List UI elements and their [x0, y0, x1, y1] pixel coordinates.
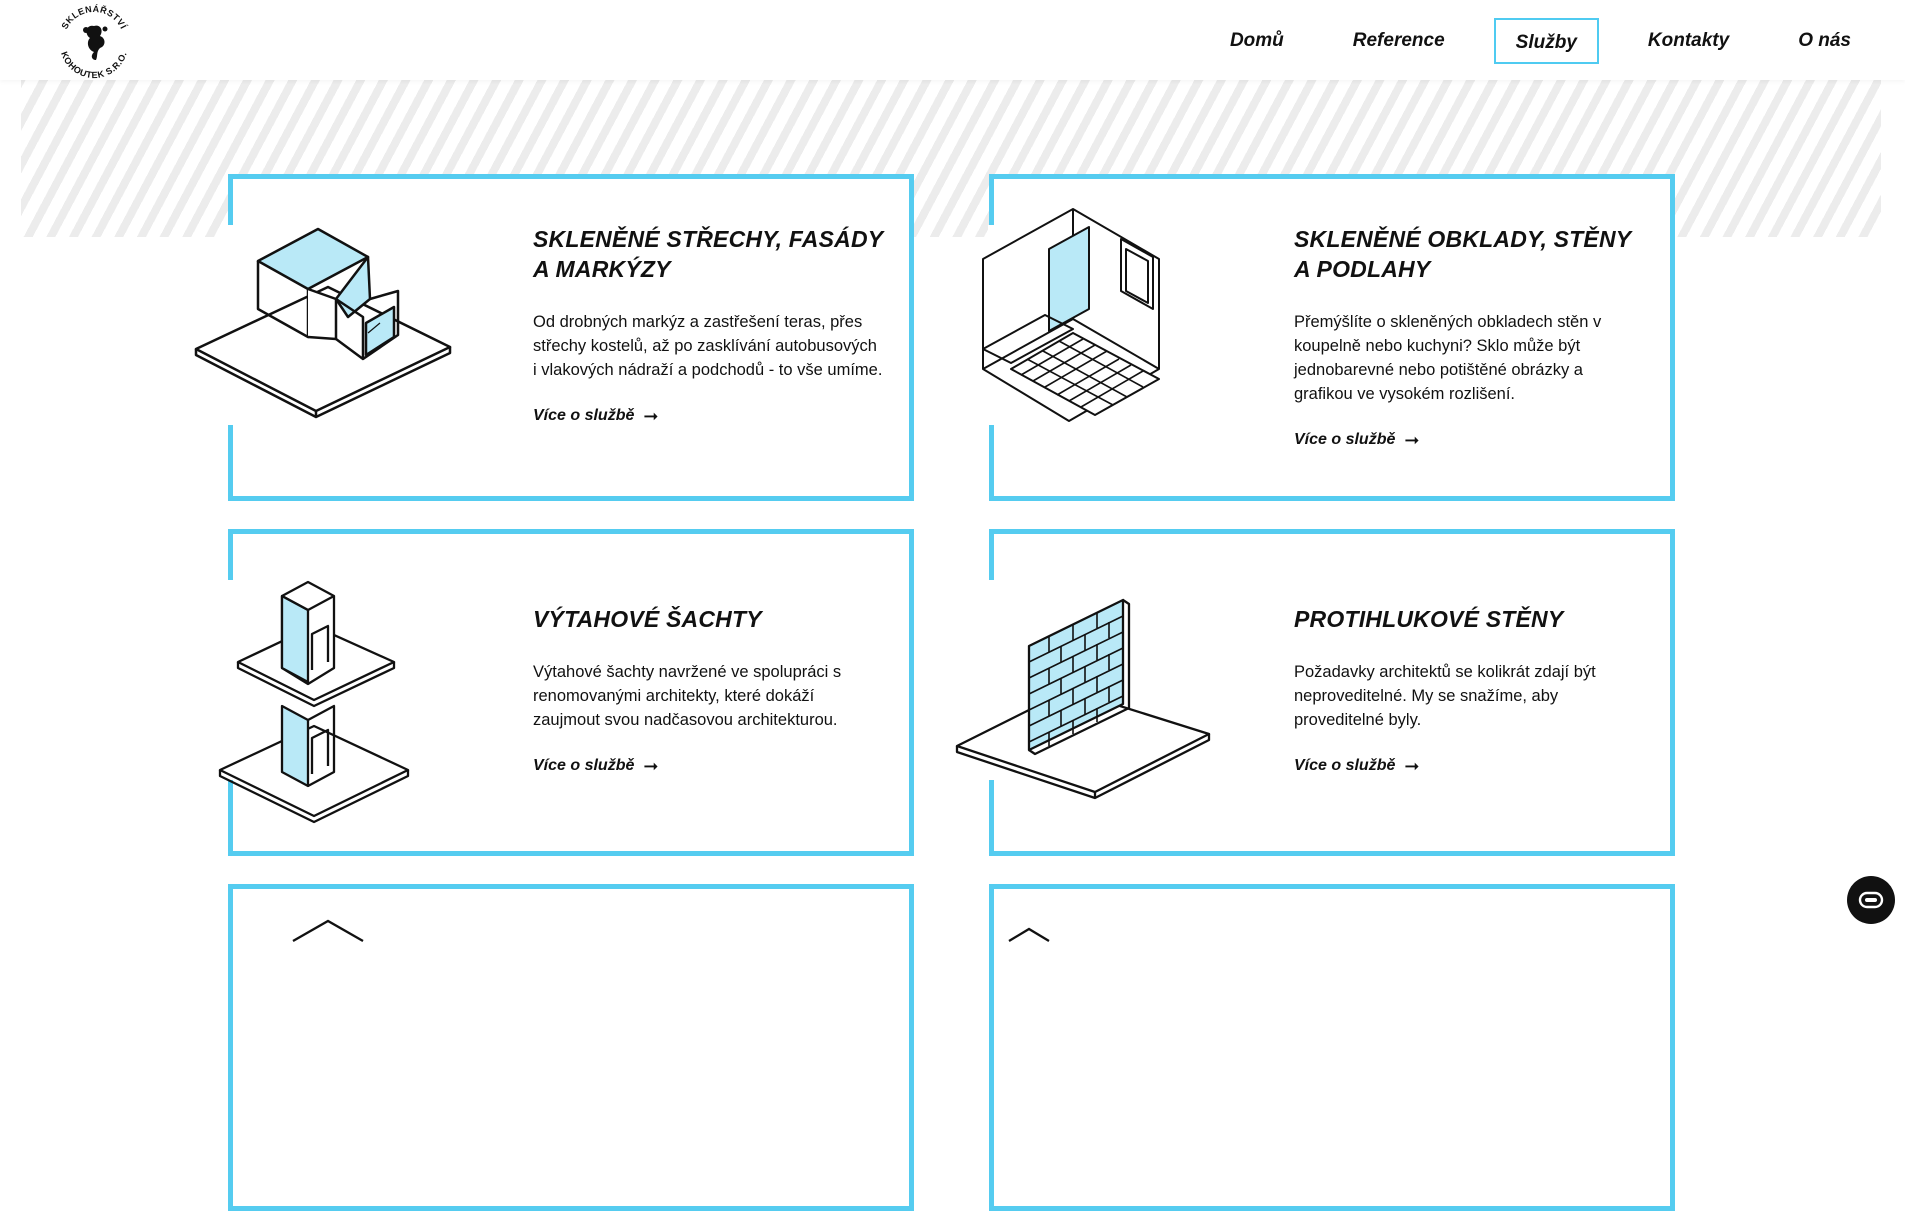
service-card-partial — [989, 884, 1675, 1211]
company-logo[interactable] — [50, 0, 138, 86]
site-header — [0, 0, 1905, 80]
elevator-shaft-icon — [188, 554, 458, 834]
chat-widget-button[interactable] — [1847, 876, 1895, 924]
service-card-wall-cladding — [989, 174, 1675, 501]
more-about-service-link[interactable]: Více o službě ➞ — [1294, 430, 1420, 450]
service-text — [1294, 224, 1644, 449]
arrow-right-icon: ➞ — [643, 406, 659, 426]
arrow-right-icon: ➞ — [1404, 756, 1420, 776]
service-description: Požadavky architektů se kolikrát zdají být neproveditelné. My se snažíme, aby proveditelné byly. — [1294, 663, 1596, 729]
service-card-elevator-shafts — [228, 529, 914, 856]
service-description: Přemýšlíte o skleněných obkladech stěn v koupelně nebo kuchyni? Sklo může být jednobarevné nebo potištěné obrázky a grafikou ve vysokém rozlišení. — [1294, 313, 1602, 403]
nav-item-references[interactable]: Reference — [1352, 30, 1445, 51]
more-about-service-link[interactable]: Více o službě ➞ — [533, 406, 659, 426]
nav-item-contacts[interactable]: Kontakty — [1647, 30, 1730, 51]
service-card-roofs — [228, 174, 914, 501]
noise-barrier-wall-icon — [949, 554, 1219, 834]
building-outline-icon — [949, 909, 1219, 1189]
glass-bathroom-wall-icon — [949, 199, 1219, 479]
glass-roof-building-icon — [188, 199, 458, 479]
service-title: SKLENĚNÉ STŘECHY, FASÁDY A MARKÝZY — [533, 226, 883, 282]
arrow-right-icon: ➞ — [1404, 430, 1420, 450]
main-nav — [1181, 18, 1871, 64]
more-about-service-link[interactable]: Více o službě ➞ — [1294, 756, 1420, 776]
svg-text:SKLENÁŘSTVÍ: SKLENÁŘSTVÍ — [59, 3, 129, 31]
service-title: PROTIHLUKOVÉ STĚNY — [1294, 606, 1564, 632]
service-description: Od drobných markýz a zastřešení teras, přes střechy kostelů, až po zasklívání autobusových i vlakových nádraží a podchodů - to vše umíme. — [533, 313, 883, 379]
svg-text:KOHOUTEK S.R.O.: KOHOUTEK S.R.O. — [59, 50, 129, 81]
service-title: SKLENĚNÉ OBKLADY, STĚNY A PODLAHY — [1294, 226, 1631, 282]
service-title: VÝTAHOVÉ ŠACHTY — [533, 606, 762, 632]
nav-item-about[interactable]: O nás — [1798, 30, 1851, 51]
arrow-right-icon: ➞ — [643, 756, 659, 776]
service-card-partial — [228, 884, 914, 1211]
more-about-service-link[interactable]: Více o službě ➞ — [533, 756, 659, 776]
building-outline-icon — [188, 909, 458, 1189]
nav-item-home[interactable]: Domů — [1229, 30, 1284, 51]
service-text — [1294, 604, 1644, 775]
service-card-noise-barriers — [989, 529, 1675, 856]
service-text — [533, 224, 883, 425]
service-description: Výtahové šachty navržené ve spolupráci s renomovanými architekty, které dokáží zaujmout svou nadčasovou architekturou. — [533, 663, 842, 729]
nav-item-services[interactable]: Služby — [1494, 18, 1599, 64]
chat-icon — [1858, 891, 1884, 909]
service-text — [533, 604, 883, 775]
logo-emblem-icon — [50, 0, 138, 86]
